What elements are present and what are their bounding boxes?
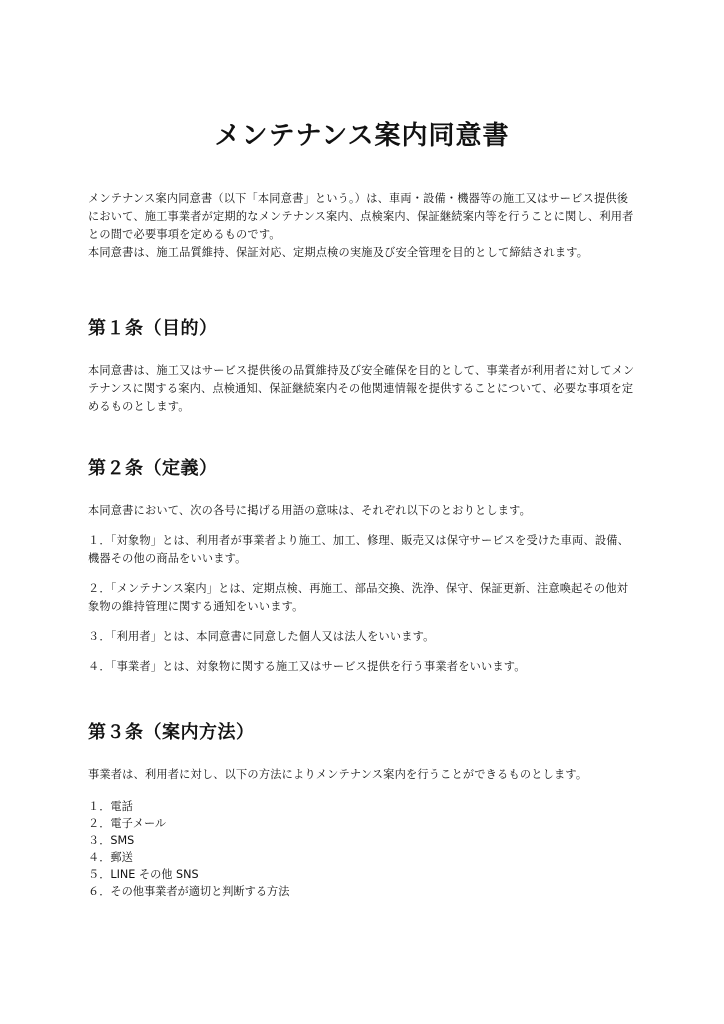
list-item: ３．SMS bbox=[88, 834, 135, 847]
method-list bbox=[88, 798, 638, 900]
article-2 bbox=[88, 456, 638, 676]
article-body: 本同意書において、次の各号に掲げる用語の意味は、それぞれ以下のとおりとします。 bbox=[88, 504, 531, 517]
intro-section bbox=[88, 190, 638, 262]
list-item: ５．LINE その他 SNS bbox=[88, 868, 199, 881]
list-item: ２．電子メール bbox=[88, 817, 167, 830]
article-body: 本同意書は、施工又はサービス提供後の品質維持及び安全確保を目的として、事業者が利用者に対してメンテナンスに関する案内、点検通知、保証継続案内その他関連情報を提供することについて、必要な事項を定めるものとします。 bbox=[88, 364, 635, 413]
article-body: 事業者は、利用者に対し、以下の方法によりメンテナンス案内を行うことができるものとします。 bbox=[88, 768, 588, 781]
definition-item: １．「対象物」とは、利用者が事業者より施工、加工、修理、販売又は保守サービスを受けた車両、設備、機器その他の商品をいいます。 bbox=[88, 534, 630, 565]
list-item: １．電話 bbox=[88, 800, 133, 813]
article-3 bbox=[88, 720, 638, 900]
intro-paragraph: メンテナンス案内同意書（以下「本同意書」という。）は、車両・設備・機器等の施工又はサービス提供後において、施工事業者が定期的なメンテナンス案内、点検案内、保証継続案内等を行うことに関し、利用者との間で必要事項を定めるものです。 bbox=[88, 192, 634, 241]
definition-item: ３．「利用者」とは、本同意書に同意した個人又は法人をいいます。 bbox=[88, 630, 435, 643]
article-heading: 第２条（定義） bbox=[88, 458, 218, 479]
document-title: メンテナンス案内同意書 bbox=[214, 121, 510, 151]
article-1 bbox=[88, 316, 638, 416]
list-item: ４．郵送 bbox=[88, 851, 133, 864]
definition-item: ２．「メンテナンス案内」とは、定期点検、再施工、部品交換、洗浄、保守、保証更新、注意喚起その他対象物の維持管理に関する通知をいいます。 bbox=[88, 582, 629, 613]
article-heading: 第１条（目的） bbox=[88, 318, 218, 339]
intro-paragraph: 本同意書は、施工品質維持、保証対応、定期点検の実施及び安全管理を目的として締結されます。 bbox=[88, 246, 589, 259]
definition-item: ４．「事業者」とは、対象物に関する施工又はサービス提供を行う事業者をいいます。 bbox=[88, 660, 526, 673]
article-heading: 第３条（案内方法） bbox=[88, 722, 255, 743]
list-item: ６．その他事業者が適切と判断する方法 bbox=[88, 885, 290, 898]
